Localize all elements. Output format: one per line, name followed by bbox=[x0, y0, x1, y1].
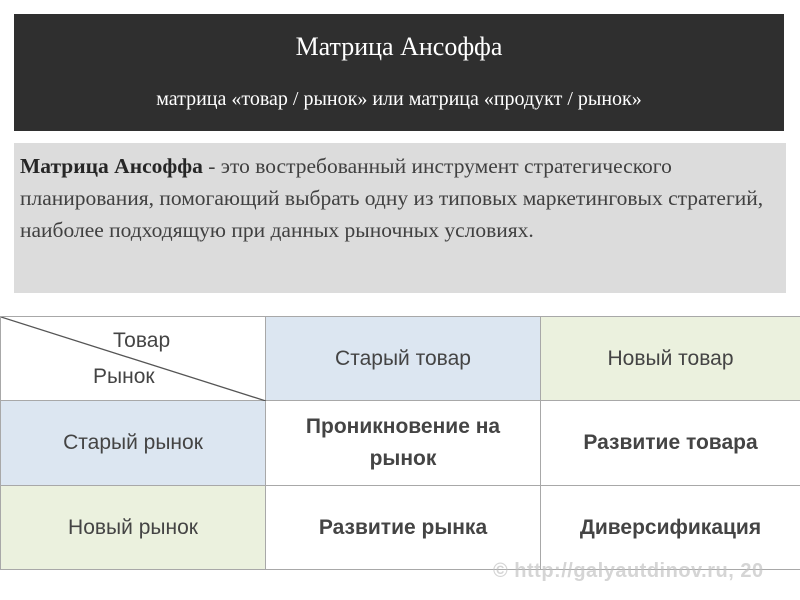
row-header-old-market: Старый рынок bbox=[1, 401, 266, 486]
cell-market-penetration bbox=[266, 401, 541, 486]
cell-diversification: Диверсификация bbox=[541, 486, 800, 570]
definition-box bbox=[14, 143, 786, 293]
matrix-table bbox=[0, 316, 800, 570]
page-title: Матрица Ансоффа bbox=[295, 32, 503, 61]
row-header-new-market: Новый рынок bbox=[1, 486, 266, 570]
page-subtitle: матрица «товар / рынок» или матрица «продукт / рынок» bbox=[156, 88, 642, 110]
cell-market-development: Развитие рынка bbox=[266, 486, 541, 570]
cell-market-penetration-text: Проникновение на рынок bbox=[305, 415, 501, 470]
matrix-header-row bbox=[1, 317, 800, 401]
matrix-row-new-market bbox=[1, 486, 800, 570]
corner-label-product: Товар bbox=[113, 329, 171, 352]
matrix-corner-cell bbox=[1, 317, 266, 401]
definition-text: - это востребованный инструмент стратегического планирования, помогающий выбрать одну из типовых маркетинговых стратегий, наиболее подходящую при данных рыночных условиях. bbox=[20, 154, 764, 242]
col-header-old-product: Старый товар bbox=[266, 317, 541, 401]
corner-label-market: Рынок bbox=[93, 365, 155, 388]
title-banner bbox=[14, 14, 784, 131]
col-header-new-product: Новый товар bbox=[541, 317, 800, 401]
ansoff-matrix bbox=[0, 316, 800, 569]
definition-term: Матрица Ансоффа bbox=[20, 154, 203, 178]
watermark: © http://galyautdinov.ru, 20 bbox=[493, 560, 764, 582]
matrix-row-old-market bbox=[1, 401, 800, 486]
cell-product-development: Развитие товара bbox=[541, 401, 800, 486]
